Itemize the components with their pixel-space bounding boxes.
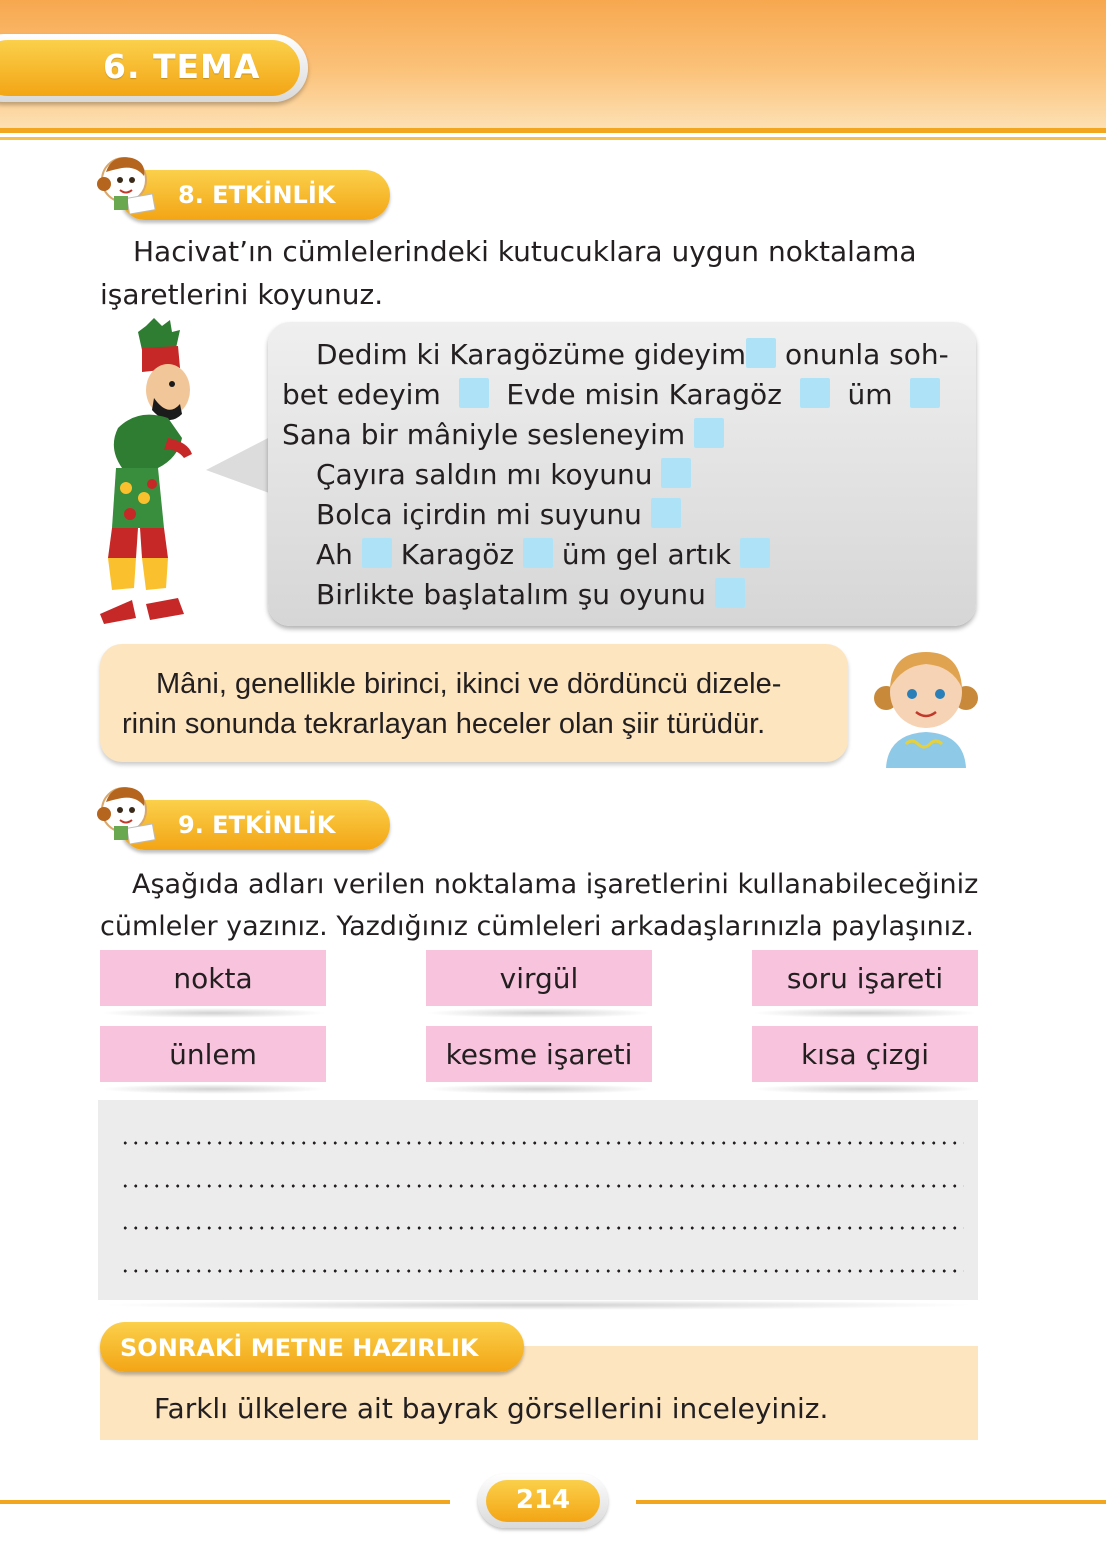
tag-shadow [100,1084,326,1094]
girl-writing-icon [92,150,162,220]
activity-8-instruction-2: işaretlerini koyunuz. [100,278,384,311]
writing-line[interactable] [120,1184,964,1188]
bubble-line-2: bet edeyim Evde misin Karagöz üm [282,378,940,411]
punctuation-box[interactable] [651,498,681,528]
bubble-line-4: Çayıra saldın mı koyunu [316,458,691,491]
next-text-badge [100,1322,524,1372]
bubble-line-5: Bolca içirdin mi suyunu [316,498,681,531]
activity-8-instruction-1: Hacivat’ın cümlelerindeki kutucuklara uygun noktalama [133,235,917,268]
punctuation-box[interactable] [694,418,724,448]
footer-line-right [636,1500,1106,1504]
next-text-title: SONRAKİ METNE HAZIRLIK [120,1334,479,1362]
tag-virgul: virgül [426,950,652,1006]
activity-9-title: 9. ETKİNLİK [178,811,336,839]
punctuation-box[interactable] [740,538,770,568]
bubble-line-7: Birlikte başlatalım şu oyunu [316,578,745,611]
header-divider-thin [0,137,1106,140]
hacivat-illustration [98,318,208,630]
activity-9-instruction-1: Aşağıda adları verilen noktalama işaretlerini kullanabileceğiniz [132,869,979,900]
punctuation-box[interactable] [459,378,489,408]
tag-unlem: ünlem [100,1026,326,1082]
tag-shadow [426,1084,652,1094]
writing-line[interactable] [120,1269,964,1273]
bubble-line-1: Dedim ki Karagözüme gideyim onunla soh- [316,338,949,371]
punctuation-box[interactable] [362,538,392,568]
tag-kesme-isareti: kesme işareti [426,1026,652,1082]
activity-8-title: 8. ETKİNLİK [178,181,336,209]
footer-line-left [0,1500,450,1504]
writing-area-shadow [98,1300,978,1310]
header-divider [0,128,1106,133]
punctuation-box[interactable] [910,378,940,408]
info-box [100,644,848,762]
writing-line[interactable] [120,1141,964,1145]
bubble-tail [206,430,276,510]
punctuation-box[interactable] [715,578,745,608]
tag-shadow [752,1084,978,1094]
girl-illustration [872,640,980,768]
bubble-line-3: Sana bir mâniyle sesleneyim [282,418,724,451]
punctuation-box[interactable] [661,458,691,488]
info-line-2: rinin sonunda tekrarlayan heceler olan şiir türüdür. [122,708,766,740]
tag-shadow [100,1008,326,1018]
girl-writing-icon [92,780,162,850]
tag-shadow [426,1008,652,1018]
punctuation-box[interactable] [746,338,776,368]
tag-soru-isareti: soru işareti [752,950,978,1006]
info-line-1: Mâni, genellikle birinci, ikinci ve dördüncü dizele- [156,668,782,700]
bubble-line-6: Ah Karagöz üm gel artık [316,538,770,571]
theme-label: 6. TEMA [103,47,261,86]
punctuation-box[interactable] [800,378,830,408]
tag-nokta: nokta [100,950,326,1006]
tag-shadow [752,1008,978,1018]
punctuation-box[interactable] [523,538,553,568]
page-number: 214 [515,1485,571,1515]
tag-kisa-cizgi: kısa çizgi [752,1026,978,1082]
writing-line[interactable] [120,1226,964,1230]
activity-9-instruction-2: cümleler yazınız. Yazdığınız cümleleri arkadaşlarınızla paylaşınız. [100,911,974,942]
next-text-instruction: Farklı ülkelere ait bayrak görsellerini inceleyiniz. [154,1392,829,1425]
